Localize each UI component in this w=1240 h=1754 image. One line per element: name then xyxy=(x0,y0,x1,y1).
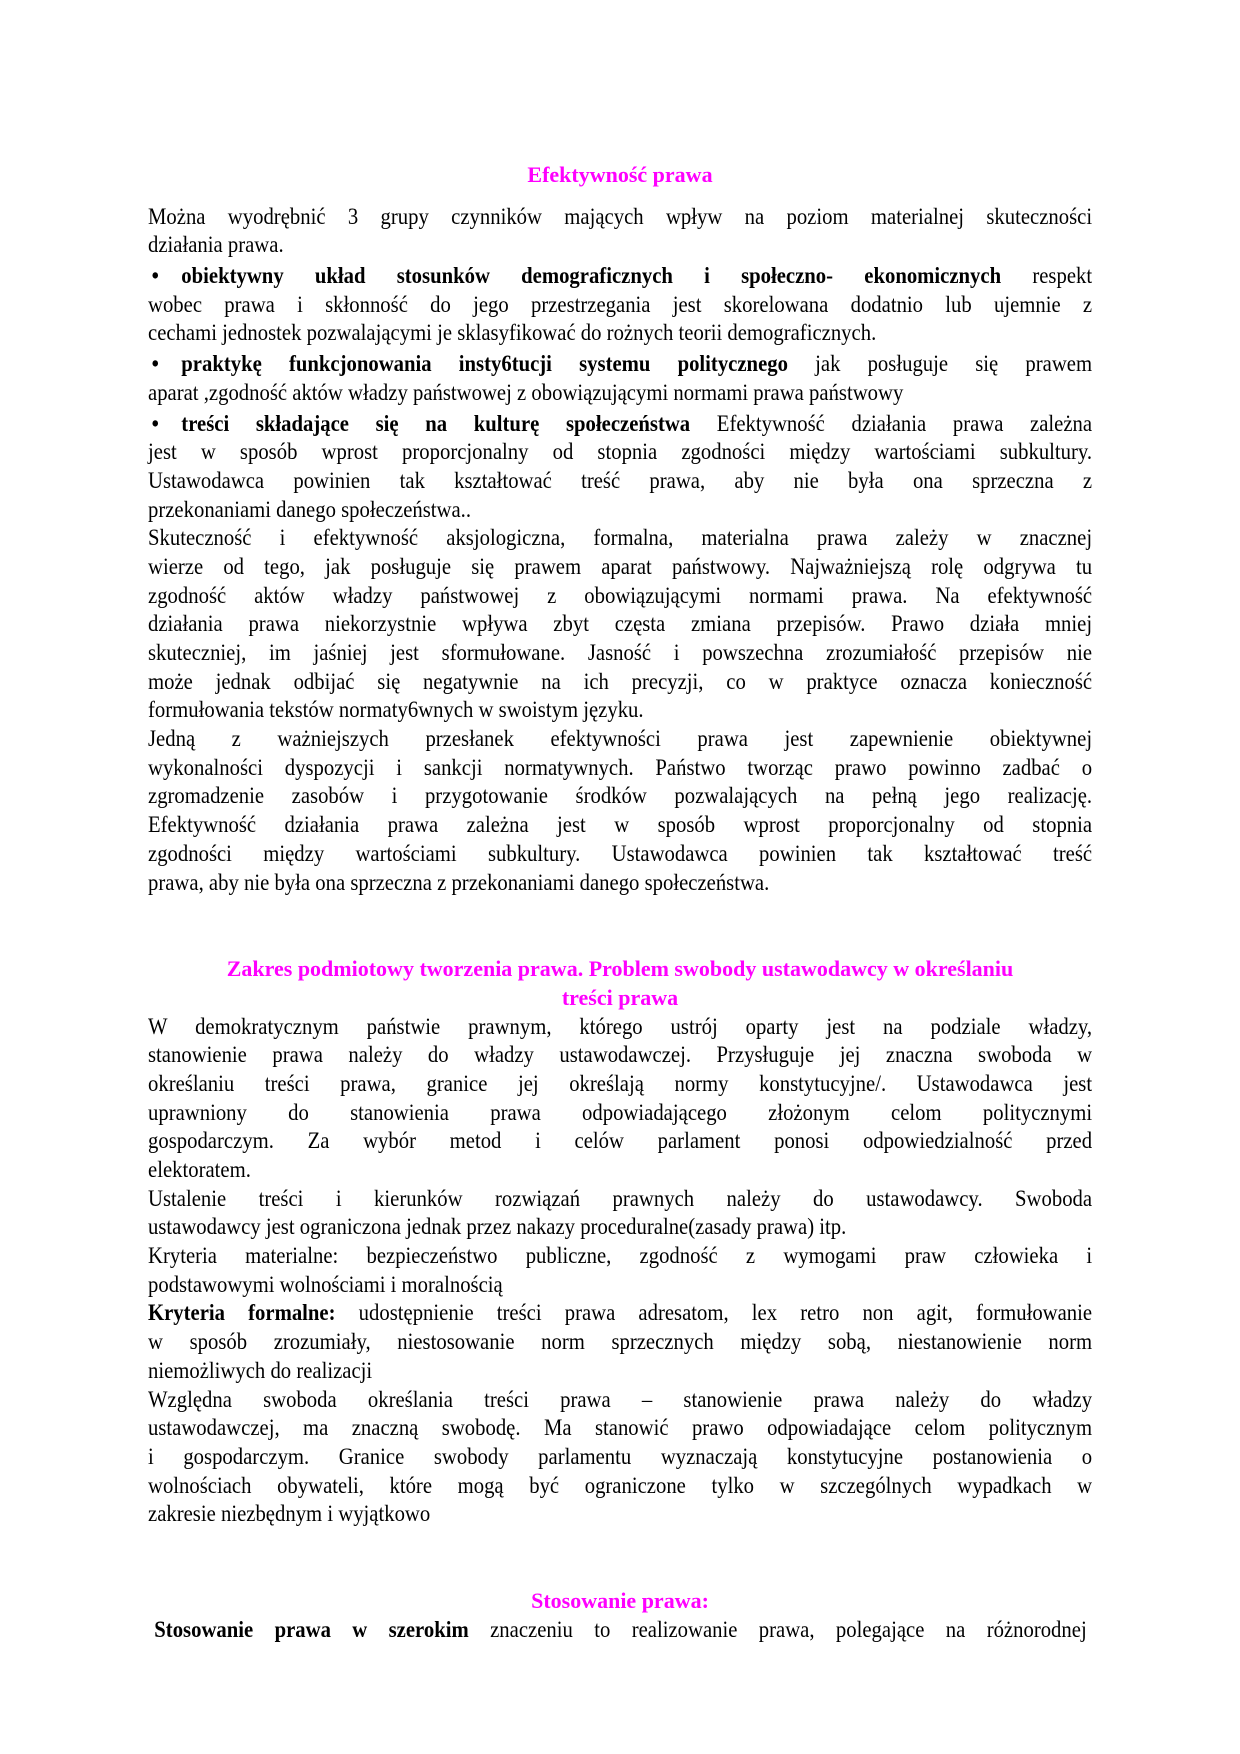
text-line xyxy=(148,1127,1092,1156)
text-line xyxy=(148,1386,1092,1415)
line-text: prawa, aby nie była ona sprzeczna z przekonaniami danego społeczeństwa. xyxy=(148,869,770,895)
text-line xyxy=(148,291,1092,320)
line-text: Ustawodawca powinien tak kształtować treść prawa, aby nie była ona sprzeczna z xyxy=(148,467,1093,493)
bold-phrase: obiektywny układ stosunków demograficznych i społeczno- ekonomicznych xyxy=(181,263,1002,289)
line-text: Efektywność działania prawa zależna xyxy=(690,410,1093,436)
line-text: Skuteczność i efektywność aksjologiczna, formalna, materialna prawa zależy w znacznej xyxy=(148,525,1093,551)
line-text: stanowienie prawa należy do władzy ustawodawczej. Przysługuje jej znaczna swoboda w xyxy=(148,1042,1093,1068)
line-text: udostępnienie treści prawa adresatom, lex retro non agit, formułowanie xyxy=(335,1300,1093,1326)
line-text: może jednak odbijać się negatywnie na ich precyzji, co w praktyce oznacza konieczność xyxy=(148,668,1093,694)
text-line xyxy=(148,668,1092,697)
text-line xyxy=(148,782,1092,811)
section-3 xyxy=(148,1587,1092,1644)
text-line xyxy=(148,811,1092,840)
bullet-item-line xyxy=(148,410,1092,439)
bullet-item-line xyxy=(148,350,1092,379)
line-text: Ustalenie treści i kierunków rozwiązań prawnych należy do ustawodawcy. Swoboda xyxy=(148,1185,1093,1211)
line-text: zgodności między wartościami subkultury. Ustawodawca powinien tak kształtować treść xyxy=(148,840,1093,866)
text-line xyxy=(148,553,1092,582)
line-text: wykonalności dyspozycji i sankcji normatywnych. Państwo tworząc prawo powinno zadbać o xyxy=(148,754,1093,780)
text-line xyxy=(148,1443,1092,1472)
line-text: podstawowymi wolnościami i moralnością xyxy=(148,1271,503,1297)
line-text: w sposób zrozumiały, niestosowanie norm sprzecznych między sobą, niestanowienie norm xyxy=(148,1329,1093,1355)
line-text: gospodarczym. Za wybór metod i celów parlament ponosi odpowiedzialność przed xyxy=(148,1128,1093,1154)
text-line xyxy=(148,1213,1092,1242)
line-text: działania prawa. xyxy=(148,232,284,258)
text-line xyxy=(148,1328,1092,1357)
text-line xyxy=(148,1242,1092,1271)
text-line xyxy=(148,582,1092,611)
line-text: znaczeniu to realizowanie prawa, polegające na różnorodnej xyxy=(468,1616,1087,1642)
text-line xyxy=(148,696,1092,725)
line-text: wolnościach obywateli, które mogą być ograniczone tylko w szczególnych wypadkach w xyxy=(148,1472,1093,1498)
bold-phrase: treści składające się na kulturę społeczeństwa xyxy=(181,410,691,436)
text-line xyxy=(148,1041,1092,1070)
line-text: określaniu treści prawa, granice jej określają normy konstytucyjne/. Ustawodawca jest xyxy=(148,1070,1093,1096)
line-text: wobec prawa i skłonność do jego przestrzegania jest skorelowana dodatnio lub ujemnie z xyxy=(148,291,1093,317)
text-line xyxy=(148,1185,1092,1214)
text-line xyxy=(148,1616,1087,1645)
text-line xyxy=(148,231,1092,260)
bold-phrase: Stosowanie prawa w szerokim xyxy=(154,1616,469,1642)
text-line xyxy=(148,1156,1092,1185)
line-text: formułowania tekstów normaty6wnych w swoistym języku. xyxy=(148,697,644,723)
text-line xyxy=(148,639,1092,668)
text-line xyxy=(148,1414,1092,1443)
section-heading: Stosowanie prawa: xyxy=(531,1587,709,1613)
line-text: niemożliwych do realizacji xyxy=(148,1357,373,1383)
text-line xyxy=(148,524,1092,553)
text-line xyxy=(148,379,1092,408)
document-page xyxy=(148,148,1092,1644)
line-text: uprawniony do stanowienia prawa odpowiadającego złożonym celom politycznymi xyxy=(148,1099,1093,1125)
line-text: wierze od tego, jak posługuje się prawem aparat państwowy. Najważniejszą rolę odgrywa tu xyxy=(148,553,1093,579)
text-line xyxy=(148,1070,1092,1099)
text-line xyxy=(148,610,1092,639)
line-text: W demokratycznym państwie prawnym, którego ustrój oparty jest na podziale władzy, xyxy=(148,1013,1093,1039)
section-2 xyxy=(148,955,1092,1529)
text-line xyxy=(148,438,1092,467)
section-heading: treści prawa xyxy=(561,984,679,1010)
text-line xyxy=(148,869,1092,898)
text-line xyxy=(148,840,1092,869)
text-line xyxy=(148,467,1092,496)
line-text: zgodność aktów władzy państwowej z obowiązującymi normami prawa. Na efektywność xyxy=(148,582,1093,608)
line-text: Efektywność działania prawa zależna jest w sposób wprost proporcjonalny od stopnia xyxy=(148,812,1093,838)
text-line xyxy=(148,725,1092,754)
bold-phrase: praktykę funkcjonowania insty6tucji systemu politycznego xyxy=(181,351,788,377)
line-text: Kryteria materialne: bezpieczeństwo publiczne, zgodność z wymogami praw człowieka i xyxy=(148,1243,1093,1269)
line-text: przekonaniami danego społeczeństwa.. xyxy=(148,496,472,522)
section-heading: Zakres podmiotowy tworzenia prawa. Problem swobody ustawodawcy w określaniu xyxy=(226,956,1014,982)
bullet-icon: • xyxy=(151,263,159,289)
line-text: aparat ,zgodność aktów władzy państwowej z obowiązującymi normami prawa państwowy xyxy=(148,379,904,405)
line-text: respekt xyxy=(1001,263,1093,289)
text-line xyxy=(148,754,1092,783)
bullet-item-line xyxy=(148,262,1092,291)
text-line xyxy=(148,1013,1092,1042)
text-line xyxy=(148,1357,1092,1386)
text-line xyxy=(148,1472,1092,1501)
line-text: jest w sposób wprost proporcjonalny od stopnia zgodności między wartościami subkultury. xyxy=(148,439,1093,465)
line-text: Względna swoboda określania treści prawa – stanowienie prawa należy do władzy xyxy=(148,1386,1093,1412)
text-line xyxy=(148,203,1092,232)
text-line xyxy=(148,1299,1092,1328)
line-text: zakresie niezbędnym i wyjątkowo xyxy=(148,1501,431,1527)
line-text: skuteczniej, im jaśniej jest sformułowane. Jasność i powszechna zrozumiałość przepisów nie xyxy=(148,640,1093,665)
line-text: cechami jednostek pozwalającymi je sklasyfikować do rożnych teorii demograficznych. xyxy=(148,320,877,346)
bullet-icon: • xyxy=(151,410,159,436)
section-heading: Efektywność prawa xyxy=(527,162,713,187)
line-text: zgromadzenie zasobów i przygotowanie środków pozwalających na pełną jego realizację. xyxy=(148,783,1093,809)
bullet-icon: • xyxy=(151,351,159,377)
line-text: Można wyodrębnić 3 grupy czynników mających wpływ na poziom materialnej skuteczności xyxy=(148,203,1093,229)
bold-phrase: Kryteria formalne: xyxy=(148,1300,336,1326)
line-text: elektoratem. xyxy=(148,1157,251,1182)
section-1 xyxy=(148,161,1092,897)
text-line xyxy=(148,1099,1092,1128)
line-text: jak posługuje się prawem xyxy=(787,351,1093,377)
line-text: i gospodarczym. Granice swobody parlamentu wyznaczają konstytucyjne postanowienia o xyxy=(148,1443,1093,1469)
line-text: działania prawa niekorzystnie wpływa zbyt częsta zmiana przepisów. Prawo działa mniej xyxy=(148,611,1093,637)
text-line xyxy=(148,1500,1092,1529)
line-text: ustawodawcy jest ograniczona jednak przez nakazy proceduralne(zasady prawa) itp. xyxy=(148,1214,847,1240)
text-line xyxy=(148,496,1092,525)
text-line xyxy=(148,1271,1092,1300)
line-text: Jedną z ważniejszych przesłanek efektywności prawa jest zapewnienie obiektywnej xyxy=(148,726,1093,752)
text-line xyxy=(148,319,1092,348)
line-text: ustawodawczej, ma znaczną swobodę. Ma stanowić prawo odpowiadające celom politycznym xyxy=(148,1415,1093,1441)
